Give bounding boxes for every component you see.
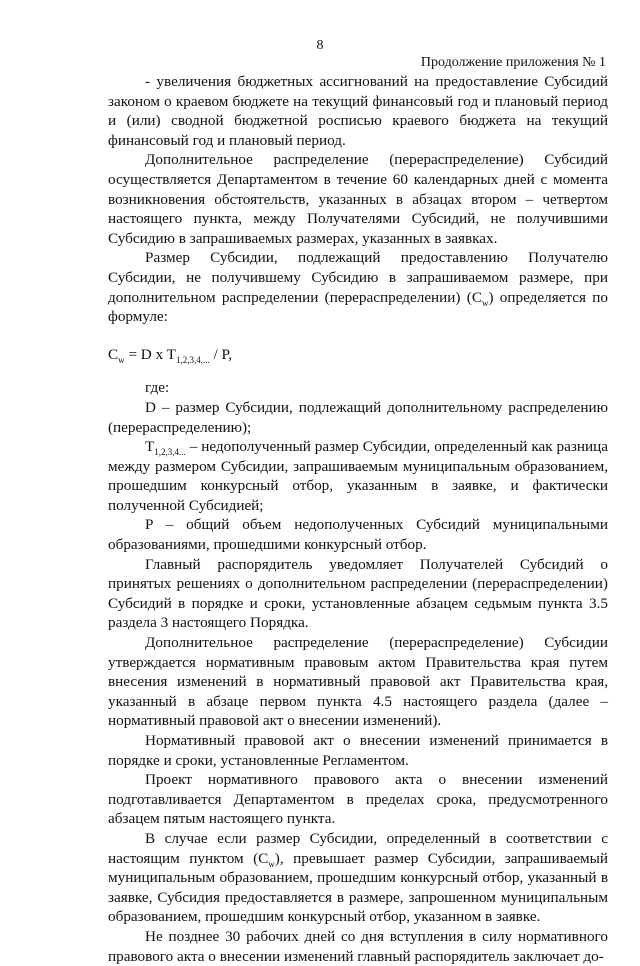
paragraph-subsidy-size [108, 248, 608, 326]
formula-lhs: C [108, 345, 119, 363]
definition-p: P – общий объем недополученных Субсидий муниципальными образованиями, прошедшими конкурсный отбор. [108, 516, 608, 554]
formula-rhs: / P, [209, 345, 233, 363]
paragraph-redistribution: Дополнительное распределение (перераспределение) Субсидий осуществляется Департаментом в течение 60 календарных дней с момента возникновения обстоятельств, указанных в абзацах втором – четвертом настоящего пункта, между Получателями Субсидий, не получившими Субсидию в запрашиваемых размерах, указанных в заявках. [108, 151, 608, 247]
definition-t-sub: 1,2,3,4... [154, 447, 186, 458]
definition-d: D – размер Субсидии, подлежащий дополнительному распределению (перераспределению); [108, 398, 608, 436]
formula-eq: = D x T [124, 345, 176, 363]
paragraph-draft: Проект нормативного правового акта о внесении изменений подготавливается Департаментом в пределах срока, предусмотренного абзацем пятым настоящего пункта. [108, 771, 608, 828]
cw-subscript: w [481, 297, 489, 308]
page-number: 8 [316, 38, 324, 53]
formula-t-sub: 1,2,3,4,... [175, 354, 210, 365]
paragraph-budget-increase: - увеличения бюджетных ассигнований на предоставление Субсидий законом о краевом бюджете на текущий финансовый год и плановый период и (или) сводной бюджетной росписью краевого бюджета на текущий финансовый год и плановый период. [108, 73, 608, 149]
paragraph-excess [108, 829, 608, 927]
paragraph-deadline: Не позднее 30 рабочих дней со дня вступления в силу нормативного правового акта о внесении изменений главный распорядитель заключает до- [108, 927, 608, 965]
definition-t [108, 437, 608, 515]
formula-lhs-sub: w [118, 354, 125, 365]
formula [108, 345, 608, 365]
paragraph-approval: Дополнительное распределение (перераспределение) Субсидии утверждается нормативным правовым актом Правительства края путем внесения изменений в нормативный правовой акт Правительства края, указанный в абзаце первом пункта 4.5 настоящего раздела (далее – нормативный правовой акт о внесении изменений). [108, 634, 608, 730]
paragraph-excess-a: В случае если размер Субсидии, определенный в соответствии с настоящим пунктом (C [108, 829, 608, 867]
paragraph-excess-sub: w [268, 858, 275, 869]
paragraph-notification: Главный распорядитель уведомляет Получателей Субсидий о принятых решениях о дополнительном распределении (перераспределении) Субсидий в порядке и сроки, установленные абзацем седьмым пункта 3.5 раздела 3 настоящего Порядка. [108, 555, 608, 632]
definition-t-text: – недополученный размер Субсидии, определенный как разница между размером Субсидии, запрашиваемым муниципальным образованием, прошедшим конкурсный отбор, указанным в заявке, и фактически полученной Субсидией; [108, 438, 608, 514]
appendix-continuation-note: Продолжение приложения № 1 [420, 55, 606, 70]
definition-t-symbol: T [145, 438, 155, 456]
document-body [108, 72, 608, 966]
paragraph-subsidy-size-tail: ) определяется по формуле: [108, 288, 608, 326]
paragraph-subsidy-size-text: Размер Субсидии, подлежащий предоставлению Получателю Субсидии, не получившему Субсидию в запрашиваемом размере, при дополнительном распределении (перераспределении) (C [108, 249, 608, 306]
where-label: где: [145, 379, 170, 397]
paragraph-adoption: Нормативный правовой акт о внесении изменений принимается в порядке и сроки, установленные Регламентом. [108, 732, 608, 769]
paragraph-excess-b: ), превышает размер Субсидии, запрашиваемый муниципальным образованием, прошедшим конкурсный отбор, указанный в заявке, Субсидия предоставляется в размере, запрошенном муниципальным образованием, прошедшим конкурсный отбор, указанном в заявке. [108, 849, 609, 926]
